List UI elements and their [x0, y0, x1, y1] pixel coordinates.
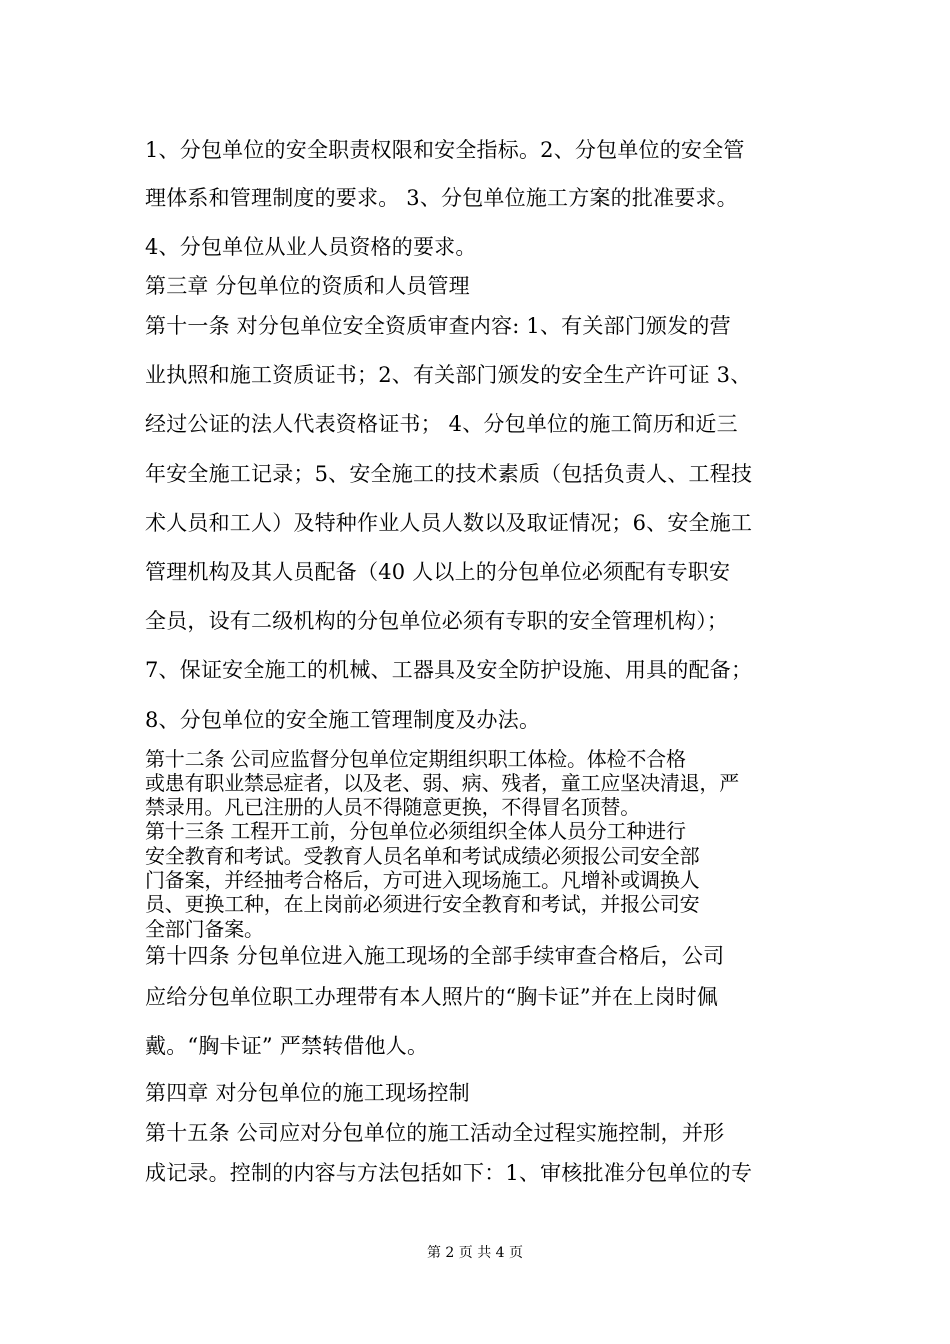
- text-line: 第十一条 对分包单位安全资质审查内容: 1、有关部门颁发的营: [145, 314, 731, 338]
- text-line: 成记录。控制的内容与方法包括如下：1、审核批准分包单位的专: [145, 1161, 753, 1185]
- chapter-heading: 第四章 对分包单位的施工现场控制: [145, 1081, 470, 1105]
- text-line: 禁录用。凡已注册的人员不得随意更换，不得冒名顶替。: [145, 795, 640, 819]
- text-line: 门备案，并经抽考合格后，方可进入现场施工。凡增补或调换人: [145, 868, 700, 892]
- text-line: 管理机构及其人员配备（40 人以上的分包单位必须配有专职安: [145, 560, 731, 584]
- text-line: 应给分包单位职工办理带有本人照片的“胸卡证”并在上岗时佩: [145, 985, 719, 1009]
- text-line: 1、分包单位的安全职责权限和安全指标。2、分包单位的安全管: [145, 138, 745, 162]
- text-line: 员、更换工种，在上岗前必须进行安全教育和考试，并报公司安: [145, 892, 700, 916]
- text-line: 4、分包单位从业人员资格的要求。: [145, 235, 477, 259]
- text-line: 第十二条 公司应监督分包单位定期组织职工体检。体检不合格: [145, 747, 686, 771]
- text-line: 全员，设有二级机构的分包单位必须有专职的安全管理机构）；: [145, 609, 729, 633]
- text-line: 年安全施工记录；5、安全施工的技术素质（包括负责人、工程技: [145, 462, 753, 486]
- text-line: 7、保证安全施工的机械、工器具及安全防护设施、用具的配备；: [145, 658, 753, 682]
- text-line: 全部门备案。: [145, 917, 264, 941]
- text-line: 业执照和施工资质证书；2、有关部门颁发的安全生产许可证 3、: [145, 363, 752, 387]
- text-line: 第十三条 工程开工前，分包单位必须组织全体人员分工种进行: [145, 819, 686, 843]
- text-line: 第十五条 公司应对分包单位的施工活动全过程实施控制，并形: [145, 1121, 725, 1145]
- chapter-heading: 第三章 分包单位的资质和人员管理: [145, 274, 470, 298]
- text-line: 安全教育和考试。受教育人员名单和考试成绩必须报公司安全部: [145, 844, 700, 868]
- text-line: 戴。“胸卡证” 严禁转借他人。: [145, 1034, 429, 1058]
- text-line: 术人员和工人）及特种作业人员人数以及取证情况；6、安全施工: [145, 511, 753, 535]
- page-footer: 第 2 页 共 4 页: [426, 1245, 524, 1261]
- text-line: 理体系和管理制度的要求。 3、分包单位施工方案的批准要求。: [145, 186, 738, 210]
- text-line: 或患有职业禁忌症者，以及老、弱、病、残者，童工应坚决清退，严: [145, 771, 739, 795]
- text-line: 8、分包单位的安全施工管理制度及办法。: [145, 708, 541, 732]
- text-line: 经过公证的法人代表资格证书； 4、分包单位的施工简历和近三: [145, 412, 738, 436]
- text-line: 第十四条 分包单位进入施工现场的全部手续审查合格后，公司: [145, 944, 725, 968]
